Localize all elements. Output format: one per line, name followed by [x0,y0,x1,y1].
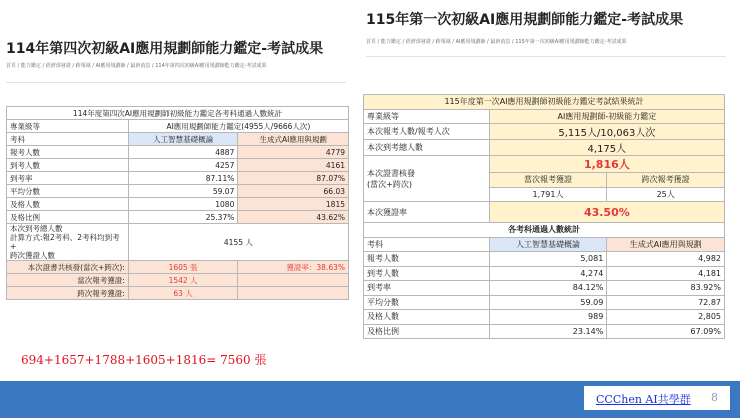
current-cert-label: 當次報考獲證: [7,274,129,287]
row-label: 到考率 [7,172,129,185]
level-label: 專業級等 [364,109,490,124]
cell-value: 59.09 [489,295,607,310]
row-label: 到考人數 [364,266,490,281]
right-stats-table [363,94,725,339]
table-row [7,185,349,198]
table-row [364,295,725,310]
handwritten-formula: 694+1657+1788+1605+1816= 7560 張 [21,353,267,367]
attendees-value: 4,175人 [489,140,724,156]
breadcrumb-item: / 114年第四次初級AI應用規劃師能力鑑定-考試成果 [150,63,266,69]
row-label: 平均分數 [364,295,490,310]
rate-label: 本次獲證率 [364,202,490,223]
table-row [7,146,349,159]
cell-value: 4,274 [489,266,607,281]
breadcrumb-item[interactable]: / 能力鑑定 [16,63,41,69]
page-number: 8 [711,391,718,404]
table-row [7,198,349,211]
cross-cert-value: 25人 [607,187,725,202]
cell-value: 67.09% [607,324,725,339]
table-title: 115年度第一次AI應用規劃師初級能力鑑定考試結果統計 [364,95,725,110]
current-cert-value: 1542 人 [128,274,238,287]
breadcrumb-item[interactable]: / AI應用規劃師 [451,39,486,45]
subject-header: 生成式AI應用與規劃 [607,237,725,252]
row-label: 報考人數 [7,146,129,159]
left-breadcrumb [6,62,266,69]
current-cert-value: 1,791人 [489,187,607,202]
certs-label: 本次證書核發 (當次+跨次) [364,156,490,202]
right-breadcrumb [366,38,626,45]
cross-cert-label: 跨次報考獲證: [7,287,129,300]
cell-value: 4161 [238,159,349,172]
cell-value: 72.87 [607,295,725,310]
footer-copyright: © CCChen（陳志德）｜歡迎轉寄｜未經授權 AI 擷取、分析或使用 [28,17,178,23]
cell-value: 4,982 [607,252,725,267]
subject-header: 人工智慧基礎概論 [489,237,607,252]
current-cert-label: 當次報考獲證 [489,173,607,188]
breadcrumb-item[interactable]: 首頁 [366,39,377,45]
cell-value: 66.03 [238,185,349,198]
table-row [364,281,725,296]
breadcrumb-item[interactable]: / 能力鑑定 [376,39,401,45]
table-row [7,159,349,172]
row-label: 平均分數 [7,185,129,198]
table-row [7,172,349,185]
cell-value: 43.62% [238,211,349,224]
row-label: 及格比例 [7,211,129,224]
left-stats-table [6,106,349,300]
subject-label: 考科 [364,237,490,252]
cell-value: 25.37% [128,211,238,224]
divider [366,56,726,57]
cross-cert-label: 跨次報考獲證 [607,173,725,188]
breadcrumb-item[interactable]: / 最新消息 [485,39,510,45]
applicants-value: 5,115人/10,063人次 [489,124,724,140]
breadcrumb-item[interactable]: / 經濟部發證 [41,63,71,69]
table-row [364,324,725,339]
left-page-title: 114年第四次初級AI應用規劃師能力鑑定-考試成果 [6,41,324,57]
certs-value: 1605 張 [128,261,238,274]
attendees-label: 本次到考總人數 計算方式:報2考科、2考科均到考+ 跨次獲證人數 [7,224,129,261]
subject-header: 人工智慧基礎概論 [128,133,238,146]
cell-value: 4,181 [607,266,725,281]
table-title: 114年度第四次AI應用規劃師初級能力鑑定各考科通過人數統計 [7,107,349,120]
row-label: 報考人數 [364,252,490,267]
cell-value: 23.14% [489,324,607,339]
cell-value: 4779 [238,146,349,159]
rate-value: 43.50% [489,202,724,223]
breadcrumb-item[interactable]: / 跨領域 [431,39,451,45]
table-row [364,310,725,325]
row-label: 到考人數 [7,159,129,172]
breadcrumb-item[interactable]: / AI應用規劃師 [91,63,126,69]
category-label: 專業級等 [7,120,129,133]
row-label: 及格人數 [364,310,490,325]
cell-value: 83.92% [607,281,725,296]
row-label: 及格比例 [364,324,490,339]
breadcrumb-item[interactable]: / 最新消息 [125,63,150,69]
attendees-value: 4155 人 [128,224,348,261]
cert-rate: 獲證率：38.63% [238,261,349,274]
cell-value: 84.12% [489,281,607,296]
attendees-label: 本次到考總人數 [364,140,490,156]
divider [6,82,346,83]
cross-cert-value: 63 人 [128,287,238,300]
table-subtitle: 各考科通過人數統計 [364,223,725,238]
cell-value: 1080 [128,198,238,211]
row-label: 到考率 [364,281,490,296]
cell-value: 87.07% [238,172,349,185]
cell-value: 59.07 [128,185,238,198]
subject-header: 生成式AI應用與規劃 [238,133,349,146]
breadcrumb-item[interactable]: / 跨領域 [71,63,91,69]
breadcrumb-item: / 115年第一次初級AI應用規劃師能力鑑定-考試成果 [510,39,626,45]
breadcrumb-item[interactable]: 首頁 [6,63,17,69]
empty-cell [238,274,349,287]
table-row [364,252,725,267]
certs-label: 本次證書共核發(當次+跨次): [7,261,129,274]
cell-value: 2,805 [607,310,725,325]
certs-value: 1,816人 [489,156,724,173]
row-label: 及格人數 [7,198,129,211]
breadcrumb-item[interactable]: / 經濟部發證 [401,39,431,45]
empty-cell [238,287,349,300]
table-row [364,266,725,281]
applicants-label: 本次報考人數/報考人次 [364,124,490,140]
right-page-title: 115年第一次初級AI應用規劃師能力鑑定-考試成果 [366,12,684,28]
table-row [7,211,349,224]
cell-value: 87.11% [128,172,238,185]
subject-label: 考科 [7,133,129,146]
level-value: AI應用規劃師-初級能力鑑定 [489,109,724,124]
brand-link[interactable]: CCChen AI共學群 [596,393,691,406]
cell-value: 989 [489,310,607,325]
cell-value: 4887 [128,146,238,159]
cell-value: 1815 [238,198,349,211]
category-value: AI應用規劃師能力鑑定(4955人/9666人次) [128,120,348,133]
cell-value: 5,081 [489,252,607,267]
cell-value: 4257 [128,159,238,172]
